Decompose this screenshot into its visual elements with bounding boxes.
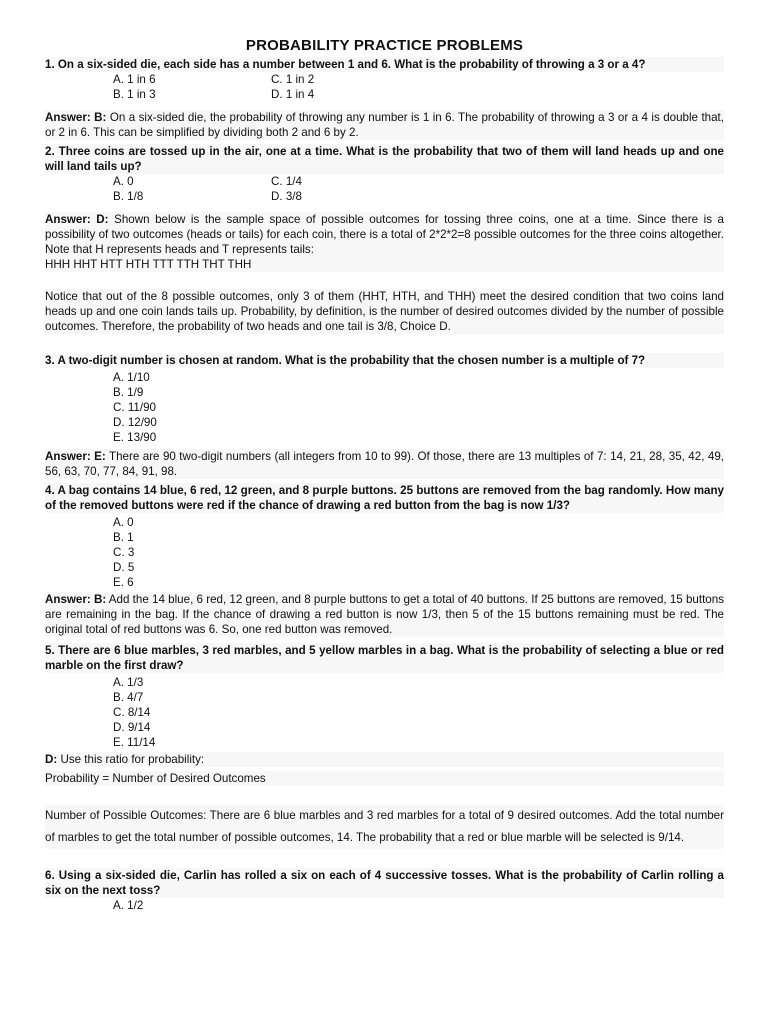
- option: E. 13/90: [113, 431, 157, 444]
- option: A. 0: [113, 516, 134, 529]
- option: A. 1 in 6: [113, 73, 156, 86]
- option: C. 1 in 2: [271, 73, 315, 86]
- answer-text: Add the 14 blue, 6 red, 12 green, and 8 purple buttons to get a total of 40 buttons. If 25 buttons are removed, 15 buttons are remaining in the bag. If the chance of drawing a red button is now 1/3, then 5 of the 15 buttons remaining must be red. The original total of red buttons was 6. So, one red button was removed.: [45, 593, 724, 636]
- ratio-line: Probability = Number of Desired Outcomes: [45, 771, 724, 786]
- question-5: 5. There are 6 blue marbles, 3 red marbles, and 5 yellow marbles in a bag. What is the probability of selecting a blue or red marble on the first draw?: [45, 644, 724, 672]
- option: D. 5: [113, 561, 135, 574]
- option: D. 1 in 4: [271, 88, 315, 101]
- answer-1: [45, 110, 724, 140]
- explanation-paragraph: Number of Possible Outcomes: There are 6 blue marbles and 3 red marbles for a total of 9 desired outcomes. Add the total number of marbles to get the total number of possible outcomes, 14. The probability that a red or blue marble will be selected is 9/14.: [45, 805, 724, 849]
- page-title: PROBABILITY PRACTICE PROBLEMS: [245, 37, 524, 54]
- question-3: 3. A two-digit number is chosen at random. What is the probability that the chosen number is a multiple of 7?: [45, 353, 724, 368]
- notice-paragraph: Notice that out of the 8 possible outcomes, only 3 of them (HHT, HTH, and THH) meet the desired condition that two coins land heads up and one coin lands tails up. Probability, by definition, is the number of desired outcomes divided by the number of possible outcomes. Therefore, the probability of two heads and one tail is 3/8, Choice D.: [45, 290, 724, 333]
- question-3-options: [113, 370, 724, 445]
- option: E. 11/14: [113, 736, 156, 749]
- option: B. 1/8: [113, 190, 144, 203]
- option: A. 0: [113, 175, 134, 188]
- answer-label: Answer: E:: [45, 450, 106, 463]
- answer-5: [45, 752, 724, 767]
- answer-text: On a six-sided die, the probability of throwing any number is 1 in 6. The probability of throwing a 3 or a 4 is double that, or 2 in 6. This can be simplified by dividing both 2 and 6 by 2.: [45, 111, 724, 139]
- question-6-options: [113, 898, 724, 913]
- option: D. 12/90: [113, 416, 157, 429]
- question-1: 1. On a six-sided die, each side has a number between 1 and 6. What is the probability of throwing a 3 or a 4?: [45, 57, 724, 72]
- question-5-options: [113, 675, 724, 750]
- answer-label: Answer: B:: [45, 111, 107, 124]
- question-6: 6. Using a six-sided die, Carlin has rolled a six on each of 4 successive tosses. What is the probability of Carlin rolling a six on the next toss?: [45, 869, 724, 897]
- option: D. 9/14: [113, 721, 151, 734]
- answer-3: [45, 449, 724, 479]
- answer-2: [45, 212, 724, 257]
- answer-text: Shown below is the sample space of possible outcomes for tossing three coins, one at a time. Since there is a possibility of two outcomes (heads or tails) for each coin, there is a total of 2*2*2=8 possible outcomes for the three coins altogether. Note that H represents heads and T represents tails:: [45, 213, 724, 256]
- answer-label: D:: [45, 753, 58, 766]
- option: E. 6: [113, 576, 134, 589]
- option: B. 1/9: [113, 386, 144, 399]
- option: A. 1/2: [113, 899, 144, 912]
- option: C. 1/4: [271, 175, 302, 188]
- option: B. 1 in 3: [113, 88, 156, 101]
- option: C. 11/90: [113, 401, 156, 414]
- question-2: 2. Three coins are tossed up in the air, one at a time. What is the probability that two of them will land heads up and one will land tails up?: [45, 145, 724, 173]
- outcomes-list: HHH HHT HTT HTH TTT TTH THT THH: [45, 257, 724, 272]
- question-4-options: [113, 515, 724, 590]
- option: D. 3/8: [271, 190, 302, 203]
- answer-4: [45, 592, 724, 637]
- option: B. 4/7: [113, 691, 144, 704]
- option: C. 3: [113, 546, 135, 559]
- option: C. 8/14: [113, 706, 151, 719]
- answer-label: Answer: B:: [45, 593, 107, 606]
- question-1-options: [113, 72, 724, 102]
- option: A. 1/3: [113, 676, 144, 689]
- question-2-options: [113, 174, 724, 204]
- question-4: 4. A bag contains 14 blue, 6 red, 12 green, and 8 purple buttons. 25 buttons are removed from the bag randomly. How many of the removed buttons were red if the chance of drawing a red button from the bag is now 1/3?: [45, 484, 724, 512]
- option: B. 1: [113, 531, 134, 544]
- option: A. 1/10: [113, 371, 150, 384]
- answer-text: Use this ratio for probability:: [57, 753, 205, 766]
- answer-text: There are 90 two-digit numbers (all integers from 10 to 99). Of those, there are 13 multiples of 7: 14, 21, 28, 35, 42, 49, 56, 63, 70, 77, 84, 91, 98.: [45, 450, 724, 478]
- answer-label: Answer: D:: [45, 213, 109, 226]
